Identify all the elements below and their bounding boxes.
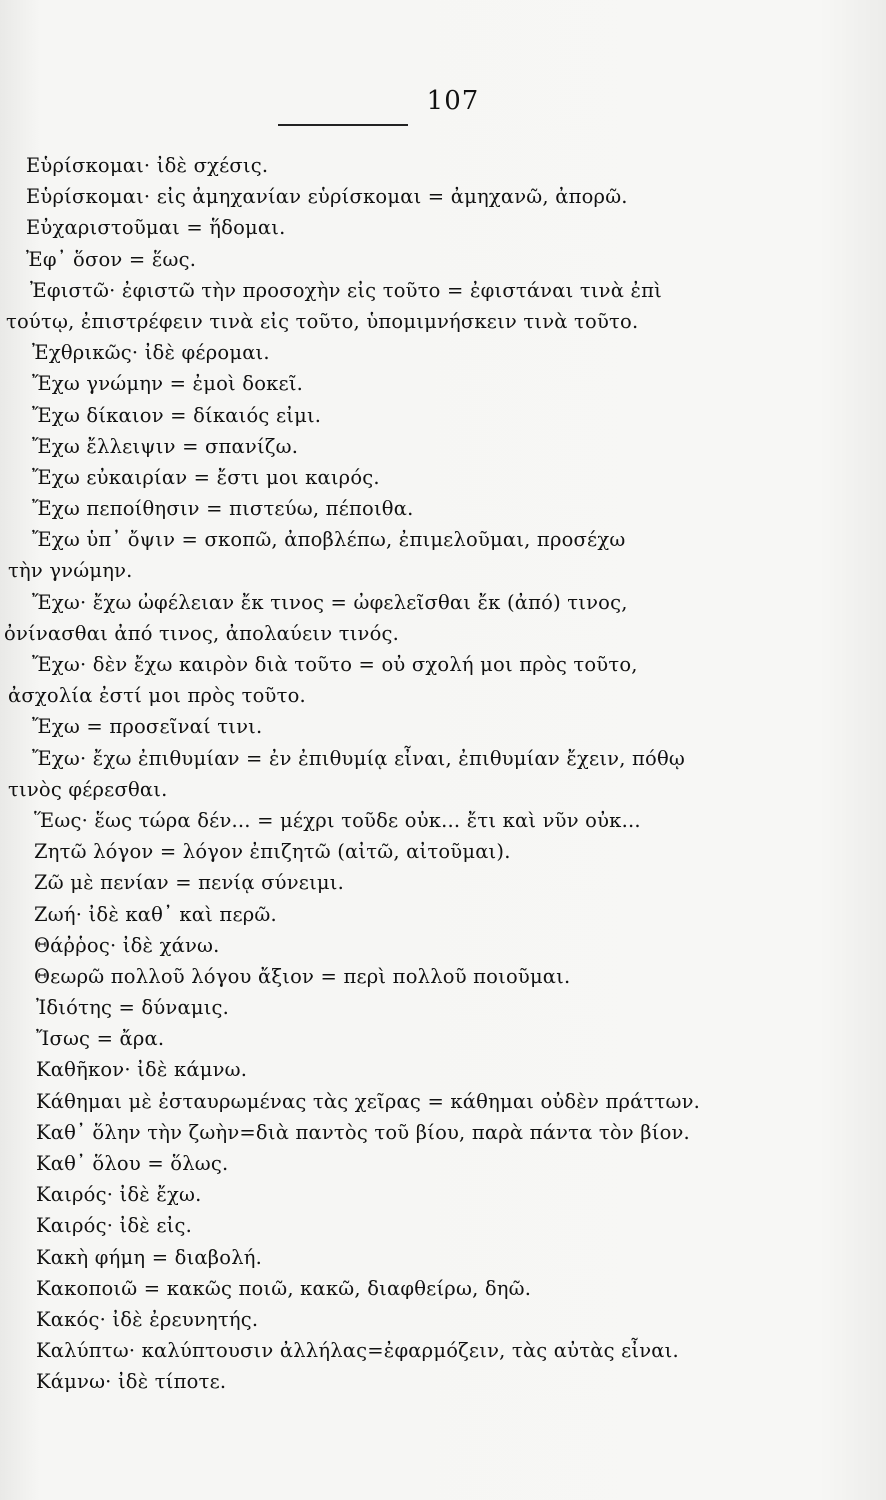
text-line: Ζητῶ λόγον = λόγον ἐπιζητῶ (αἰτῶ, αἰτοῦμαι).	[34, 840, 511, 864]
page-number: 107	[426, 86, 480, 116]
text-line: Καιρός· ἰδὲ ἔχω.	[36, 1183, 202, 1207]
text-line: Ἔχω δίκαιον = δίκαιός εἰμι.	[32, 403, 322, 427]
text-line: τούτῳ, ἐπιστρέφειν τινὰ εἰς τοῦτο, ὑπομιμνήσκειν τινὰ τοῦτο.	[6, 309, 639, 333]
text-line: Καθ᾽ ὅλην τὴν ζωὴν=διὰ παντὸς τοῦ βίου, παρὰ πάντα τὸν βίον.	[36, 1120, 690, 1144]
text-line: Εὑρίσκομαι· ἰδὲ σχέσις.	[26, 154, 269, 177]
text-line: Καθῆκον· ἰδὲ κάμνω.	[36, 1058, 248, 1082]
text-line: Ἔχω· δὲν ἔχω καιρὸν διὰ τοῦτο = οὐ σχολή μοι πρὸς τοῦτο,	[32, 653, 638, 676]
text-line: Ἔχω πεποίθησιν = πιστεύω, πέποιθα.	[32, 497, 414, 521]
text-line: Ἐχθρικῶς· ἰδὲ φέρομαι.	[32, 341, 270, 365]
text-line: Καθ᾽ ὅλου = ὅλως.	[36, 1152, 229, 1175]
dictionary-entries	[0, 150, 886, 1398]
text-line: Κάμνω· ἰδὲ τίποτε.	[36, 1370, 227, 1394]
header-rule	[278, 124, 408, 126]
text-line: Θεωρῶ πολλοῦ λόγου ἄξιον = περὶ πολλοῦ ποιοῦμαι.	[34, 964, 571, 988]
text-line: Ἔχω ἔλλειψιν = σπανίζω.	[32, 434, 299, 458]
text-line: Καιρός· ἰδὲ εἰς.	[36, 1214, 193, 1238]
text-line: Ἔχω· ἔχω ὠφέλειαν ἔκ τινος = ὠφελεῖσθαι ἔκ (ἀπό) τινος,	[32, 590, 628, 614]
text-line: Ἔχω· ἔχω ἐπιθυμίαν = ἐν ἐπιθυμίᾳ εἶναι, ἐπιθυμίαν ἔχειν, πόθῳ	[32, 746, 686, 770]
text-line: τὴν γνώμην.	[8, 559, 133, 583]
text-line: Εὐχαριστοῦμαι = ἥδομαι.	[26, 216, 286, 240]
text-line: ἀσχολία ἐστί μοι πρὸς τοῦτο.	[8, 684, 306, 708]
text-line: Κακός· ἰδὲ ἐρευνητής.	[36, 1307, 259, 1331]
text-line: Ζωή· ἰδὲ καθ᾽ καὶ περῶ.	[34, 902, 277, 926]
text-line: τινὸς φέρεσθαι.	[8, 777, 168, 801]
text-line: Κακοποιῶ = κακῶς ποιῶ, κακῶ, διαφθείρω, δηῶ.	[36, 1276, 532, 1300]
text-line: Ζῶ μὲ πενίαν = πενίᾳ σύνειμι.	[34, 871, 345, 895]
text-line: Καλύπτω· καλύπτουσιν ἀλλήλας=ἐφαρμόζειν, τὰς αὐτὰς εἶναι.	[36, 1339, 679, 1363]
text-line: Κάθημαι μὲ ἐσταυρωμένας τὰς χεῖρας = κάθημαι οὐδὲν πράττων.	[36, 1089, 701, 1113]
text-line: Ἰδιότης = δύναμις.	[36, 996, 230, 1020]
text-line: Ἔχω γνώμην = ἐμοὶ δοκεῖ.	[32, 372, 304, 396]
text-line: Εὑρίσκομαι· εἰς ἀμηχανίαν εὑρίσκομαι = ἀμηχανῶ, ἀπορῶ.	[26, 185, 628, 209]
text-line: Ἴσως = ἄρα.	[36, 1027, 165, 1051]
text-line: Κακὴ φήμη = διαβολή.	[36, 1245, 263, 1269]
text-line: Ἔχω εὐκαιρίαν = ἔστι μοι καιρός.	[32, 465, 380, 489]
text-line: Ἐφιστῶ· ἐφιστῶ τὴν προσοχὴν εἰς τοῦτο = ἐφιστάναι τινὰ ἐπὶ	[30, 278, 663, 302]
text-line: Ἕως· ἕως τώρα δέν... = μέχρι τοῦδε οὐκ... ἔτι καὶ νῦν οὐκ...	[34, 808, 641, 832]
text-line: ὀνίνασθαι ἀπό τινος, ἀπολαύειν τινός.	[4, 621, 400, 645]
text-line: Ἔχω ὑπ᾽ ὄψιν = σκοπῶ, ἀποβλέπω, ἐπιμελοῦμαι, προσέχω	[32, 528, 626, 552]
text-line: Θάῤῥος· ἰδὲ χάνω.	[34, 933, 220, 957]
text-line: Ἐφ᾽ ὅσον = ἕως.	[26, 247, 197, 271]
text-line: Ἔχω = προσεῖναί τινι.	[32, 715, 263, 739]
